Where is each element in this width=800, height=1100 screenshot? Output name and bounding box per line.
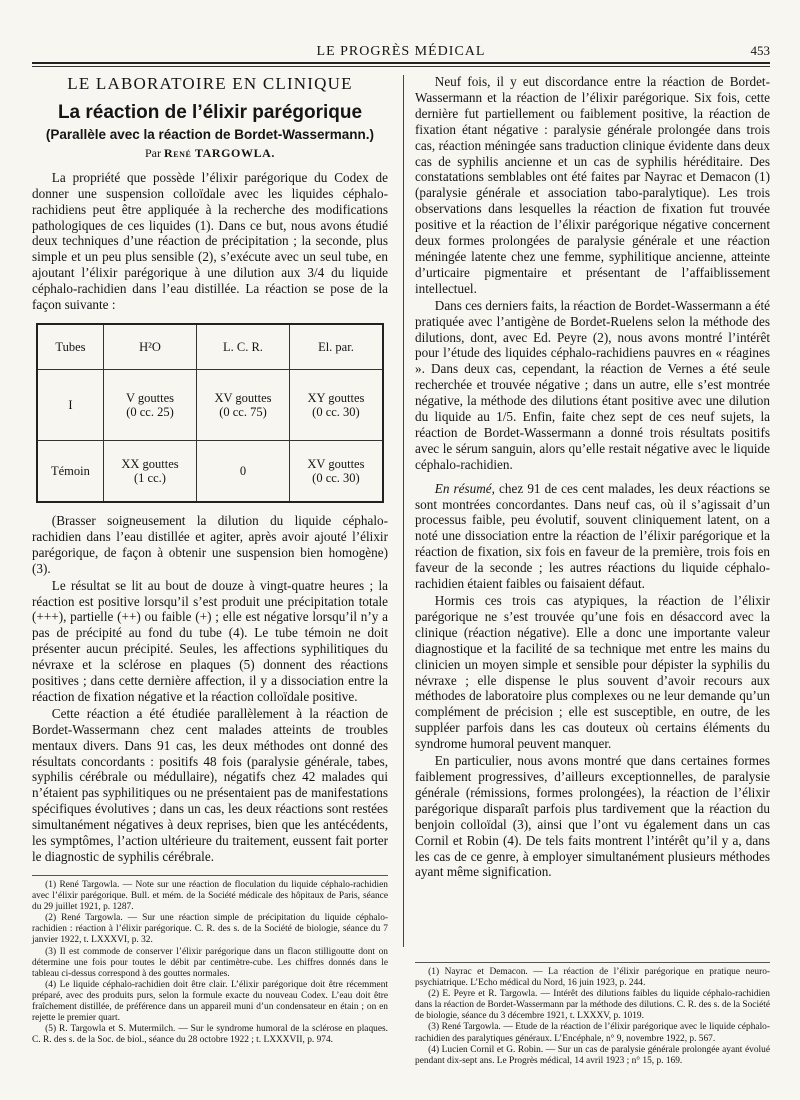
table-header-cell: H²O: [103, 324, 196, 370]
footnote: (2) E. Peyre et R. Targowla. — Intérêt des dilutions faibles du liquide céphalo-rachidien dans la réaction de Bordet-Wassermann par la méthode des dilutions. C. R. des s. de la Société de biologie, séance du 3 décembre 1921, t. LXXXV, p. 1019.: [415, 989, 770, 1022]
footnote: (2) René Targowla. — Sur une réaction simple de précipitation du liquide céphalo-rachidien : réaction à l’élixir parégorique. C. R. des s. de la Société de biologie, séance du 7 janvier 1922, t. LXXXVI, p. 32.: [32, 913, 388, 946]
left-column: [32, 74, 388, 865]
table-cell: Témoin: [37, 440, 103, 502]
table-cell: XV gouttes (0 cc. 30): [289, 440, 383, 502]
footnote: (1) René Targowla. — Note sur une réaction de floculation du liquide céphalo-rachidien avec l’élixir parégorique. Bull. et mém. de la Société médicale des hôpitaux de Paris, séance du 29 juillet 1921, p. 1287.: [32, 880, 388, 913]
footnote: (4) Le liquide céphalo-rachidien doit être clair. L’élixir parégorique doit être récemment préparé, avec des produits purs, selon la formule exacte du nouveau Codex. L’eau doit être fraîchement distillée, de préférence dans un appareil muni d’un condensateur en étain ; on en rejette le premier quart.: [32, 979, 388, 1024]
table-header-cell: Tubes: [37, 324, 103, 370]
table-cell: I: [37, 369, 103, 440]
header-rule-thin: [32, 66, 770, 67]
paragraph: Hormis ces trois cas atypiques, la réaction de l’élixir parégorique ne s’est trouvée qu’une fois en désaccord avec la clinique (réaction négative). Elle a donc une importante valeur diagnostique et la facilité de sa technique met entre les mains du clinicien un moyen simple et sensible pour dépister la syphilis du névraxe ; elle dispense le plus souvent d’avoir recours aux méthodes de laboratoire plus complexes ou ne leur demande qu’un complément de précision ; elle est susceptible, en outre, de les suppléer parfois dans les cas douteux où certains éléments du syndrome humoral peuvent manquer.: [415, 593, 770, 752]
summary-text: chez 91 de ces cent malades, les deux réactions se sont montrées concordantes. Dans neuf cas, où il s’agissait d’un processus faible, peu évolutif, souvent cliniquement latent, on a noté une dissociation entre la réaction de l’élixir parégorique et la réaction de fixation, six fois en faveur de la première, trois fois en faveur de la seconde ; les autres réactions du liquide céphalo-rachidien étaient faibles ou faisaient défaut.: [415, 480, 770, 592]
table-row: [37, 369, 383, 440]
header-rule: [32, 62, 770, 64]
table-cell: V gouttes (0 cc. 25): [103, 369, 196, 440]
right-column: [415, 74, 770, 880]
footnote: (3) René Targowla. — Etude de la réaction de l’élixir parégorique avec le liquide céphalo-rachidien des paralytiques généraux. L’Encéphale, n° 9, novembre 1922, p. 567.: [415, 1022, 770, 1044]
section-heading: LE LABORATOIRE EN CLINIQUE: [67, 74, 353, 93]
paragraph-summary: [415, 481, 770, 592]
paragraph: Neuf fois, il y eut discordance entre la réaction de Bordet-Wassermann et la réaction de l’élixir parégorique. Six fois, cette dernière fut partiellement ou faiblement positive, la réaction de fixation étant négative : paralysie générale prolongée dans trois cas, réaction méningée sans traduction clinique évidente dans deux cas de syphilis ancienne et un cas de syphilis héréditaire. Des constatations semblables ont été faites par Nayrac et Demacon (1) (paralysie générale et association tabo-paralytique). Les trois observations dans lesquelles la réaction de fixation fut trouvée positive et la réaction de l’élixir parégorique négative concernent deux formes prolongées de paralysie générale et une réaction méningée latente chez une femme, syphilitique ancienne, atteinte d’urticaire pigmentaire et présentant de l’affaiblissement intellectuel.: [415, 74, 770, 296]
summary-lead: En résumé,: [434, 480, 495, 496]
journal-title: LE PROGRÈS MÉDICAL: [316, 44, 486, 59]
article-subtitle: (Parallèle avec la réaction de Bordet-Wassermann.): [45, 126, 375, 142]
column-divider: [403, 75, 404, 947]
author-name: René TARGOWLA.: [163, 145, 276, 160]
footnote: (1) Nayrac et Demacon. — La réaction de l’élixir parégorique en pratique neuro-psychiatrique. L’Echo médical du Nord, 16 juin 1923, p. 244.: [415, 967, 770, 989]
footnote: (4) Lucien Cornil et G. Robin. — Sur un cas de paralysie générale prolongée ayant évolué pendant dix-sept ans. Le Progrès médical, 14 avril 1923 ; n° 15, p. 169.: [415, 1044, 770, 1066]
table-row: [37, 440, 383, 502]
table-cell: XV gouttes (0 cc. 75): [197, 369, 290, 440]
running-header: [32, 38, 770, 60]
paragraph: Dans ces derniers faits, la réaction de Bordet-Wassermann a été pratiquée avec l’antigène de Bordet-Ruelens selon la méthode des dilutions, dont, avec Ed. Peyre (2), nous avons montré l’intérêt pour l’étude des liquides céphalo-rachidiens pauvres en « réagines ». Dans deux cas, cependant, la réaction de Vernes a été seule recherchée et trouvée négative ; dans un autre, elle s’est montrée négative, la méthode des dilutions étant positive avec une dilution du liquide au 1/5. Enfin, faite chez sept de ces neuf sujets, la réaction de Bordet-Wassermann a donné trois résultats positifs avec le sérum sanguin, alors qu’elle restait négative avec le liquide céphalo-rachidien.: [415, 297, 770, 472]
paragraph: Cette réaction a été étudiée parallèlement à la réaction de Bordet-Wassermann chez cent malades atteints de troubles mentaux divers. Dans 91 cas, les deux méthodes ont donné des résultats concordants : positifs 48 fois (paralysie générale, tabes, syphilis cérébrale ou médullaire), négatifs chez 42 malades qui n’étaient pas syphilitiques ou ne présentaient pas de manifestations spécifiques évolutives ; dans un cas, les deux réactions sont restées simultanément négatives à deux reprises, bien que les antécédents, les symptômes, l’action ultérieure du traitement, eussent fait porter le diagnostic de syphilis cérébrale.: [32, 705, 388, 864]
table-cell: 0: [197, 440, 290, 502]
paragraph: La propriété que possède l’élixir parégorique du Codex de donner une suspension colloïdale avec les liquides céphalo-rachidiens peut être appliquée à la recherche des modifications pathologiques de ces liquides (1). Dans ce but, nous avons étudié deux techniques d’une réaction de précipitation ; la seconde, plus simple et un peu plus sensible (2), s’exécute avec un seul tube, en ajoutant l’élixir parégorique à une dilution aux 3/4 du liquide céphalo-rachidien dans l’eau distillée. La réaction se pose de la façon suivante :: [32, 169, 388, 313]
table-header-cell: El. par.: [289, 324, 383, 370]
paragraph: Le résultat se lit au bout de douze à vingt-quatre heures ; la réaction est positive lorsqu’il s’est produit une précipitation totale (+++), partielle (++) ou faible (+) ; elle est négative lorsqu’il n’y a pas de précipité au fond du tube (4). Le tube témoin ne doit présenter aucun précipité. Seules, les affections syphilitiques du névraxe et la sclérose en plaques (5) donnent des réactions positives ; dans cette dernière affection, il y a dissociation entre la réaction de fixation négative et la réaction colloïdale positive.: [32, 577, 388, 704]
paragraph: En particulier, nous avons montré que dans certaines formes faiblement progressives, d’ailleurs exceptionnelles, de paralysie générale (rémissions, formes prolongées), la réaction de l’élixir parégorique disparaît parfois plus tardivement que la réaction du benjoin colloïdal (3), ainsi que l’ont vu également dans un cas Cornil et Robin (4). De tels faits montrent l’intérêt qu’il y a, dans les cas de ce genre, à employer simultanément plusieurs méthodes ayant même signification.: [415, 753, 770, 880]
footnote: (5) R. Targowla et S. Mutermilch. — Sur le syndrome humoral de la sclérose en plaques. C. R. des s. de la Soc. de biol., séance du 28 octobre 1922 ; t. LXXXVII, p. 974.: [32, 1024, 388, 1046]
byline-prefix: Par: [144, 145, 161, 160]
table-cell: XY gouttes (0 cc. 30): [289, 369, 383, 440]
article-title: La réaction de l’élixir parégorique: [57, 101, 363, 123]
table-cell: XX gouttes (1 cc.): [103, 440, 196, 502]
page-number: 453: [750, 43, 770, 58]
byline: [32, 146, 388, 162]
technique-table: [36, 323, 384, 503]
footnotes-left: [32, 875, 388, 1046]
table-header-cell: L. C. R.: [197, 324, 290, 370]
footnotes-right: [415, 962, 770, 1067]
paragraph: (Brasser soigneusement la dilution du liquide céphalo-rachidien dans l’eau distillée et agiter, après avoir ajouté l’élixir parégorique, de façon à obtenir une suspension bien homogène) (3).: [32, 512, 388, 576]
footnote: (3) Il est commode de conserver l’élixir parégorique dans un flacon stilligoutte dont on détermine une fois pour toutes le débit par centimètre-cube. Les chiffres donnés dans le tableau ci-dessus correspond à des gouttes normales.: [32, 946, 388, 979]
